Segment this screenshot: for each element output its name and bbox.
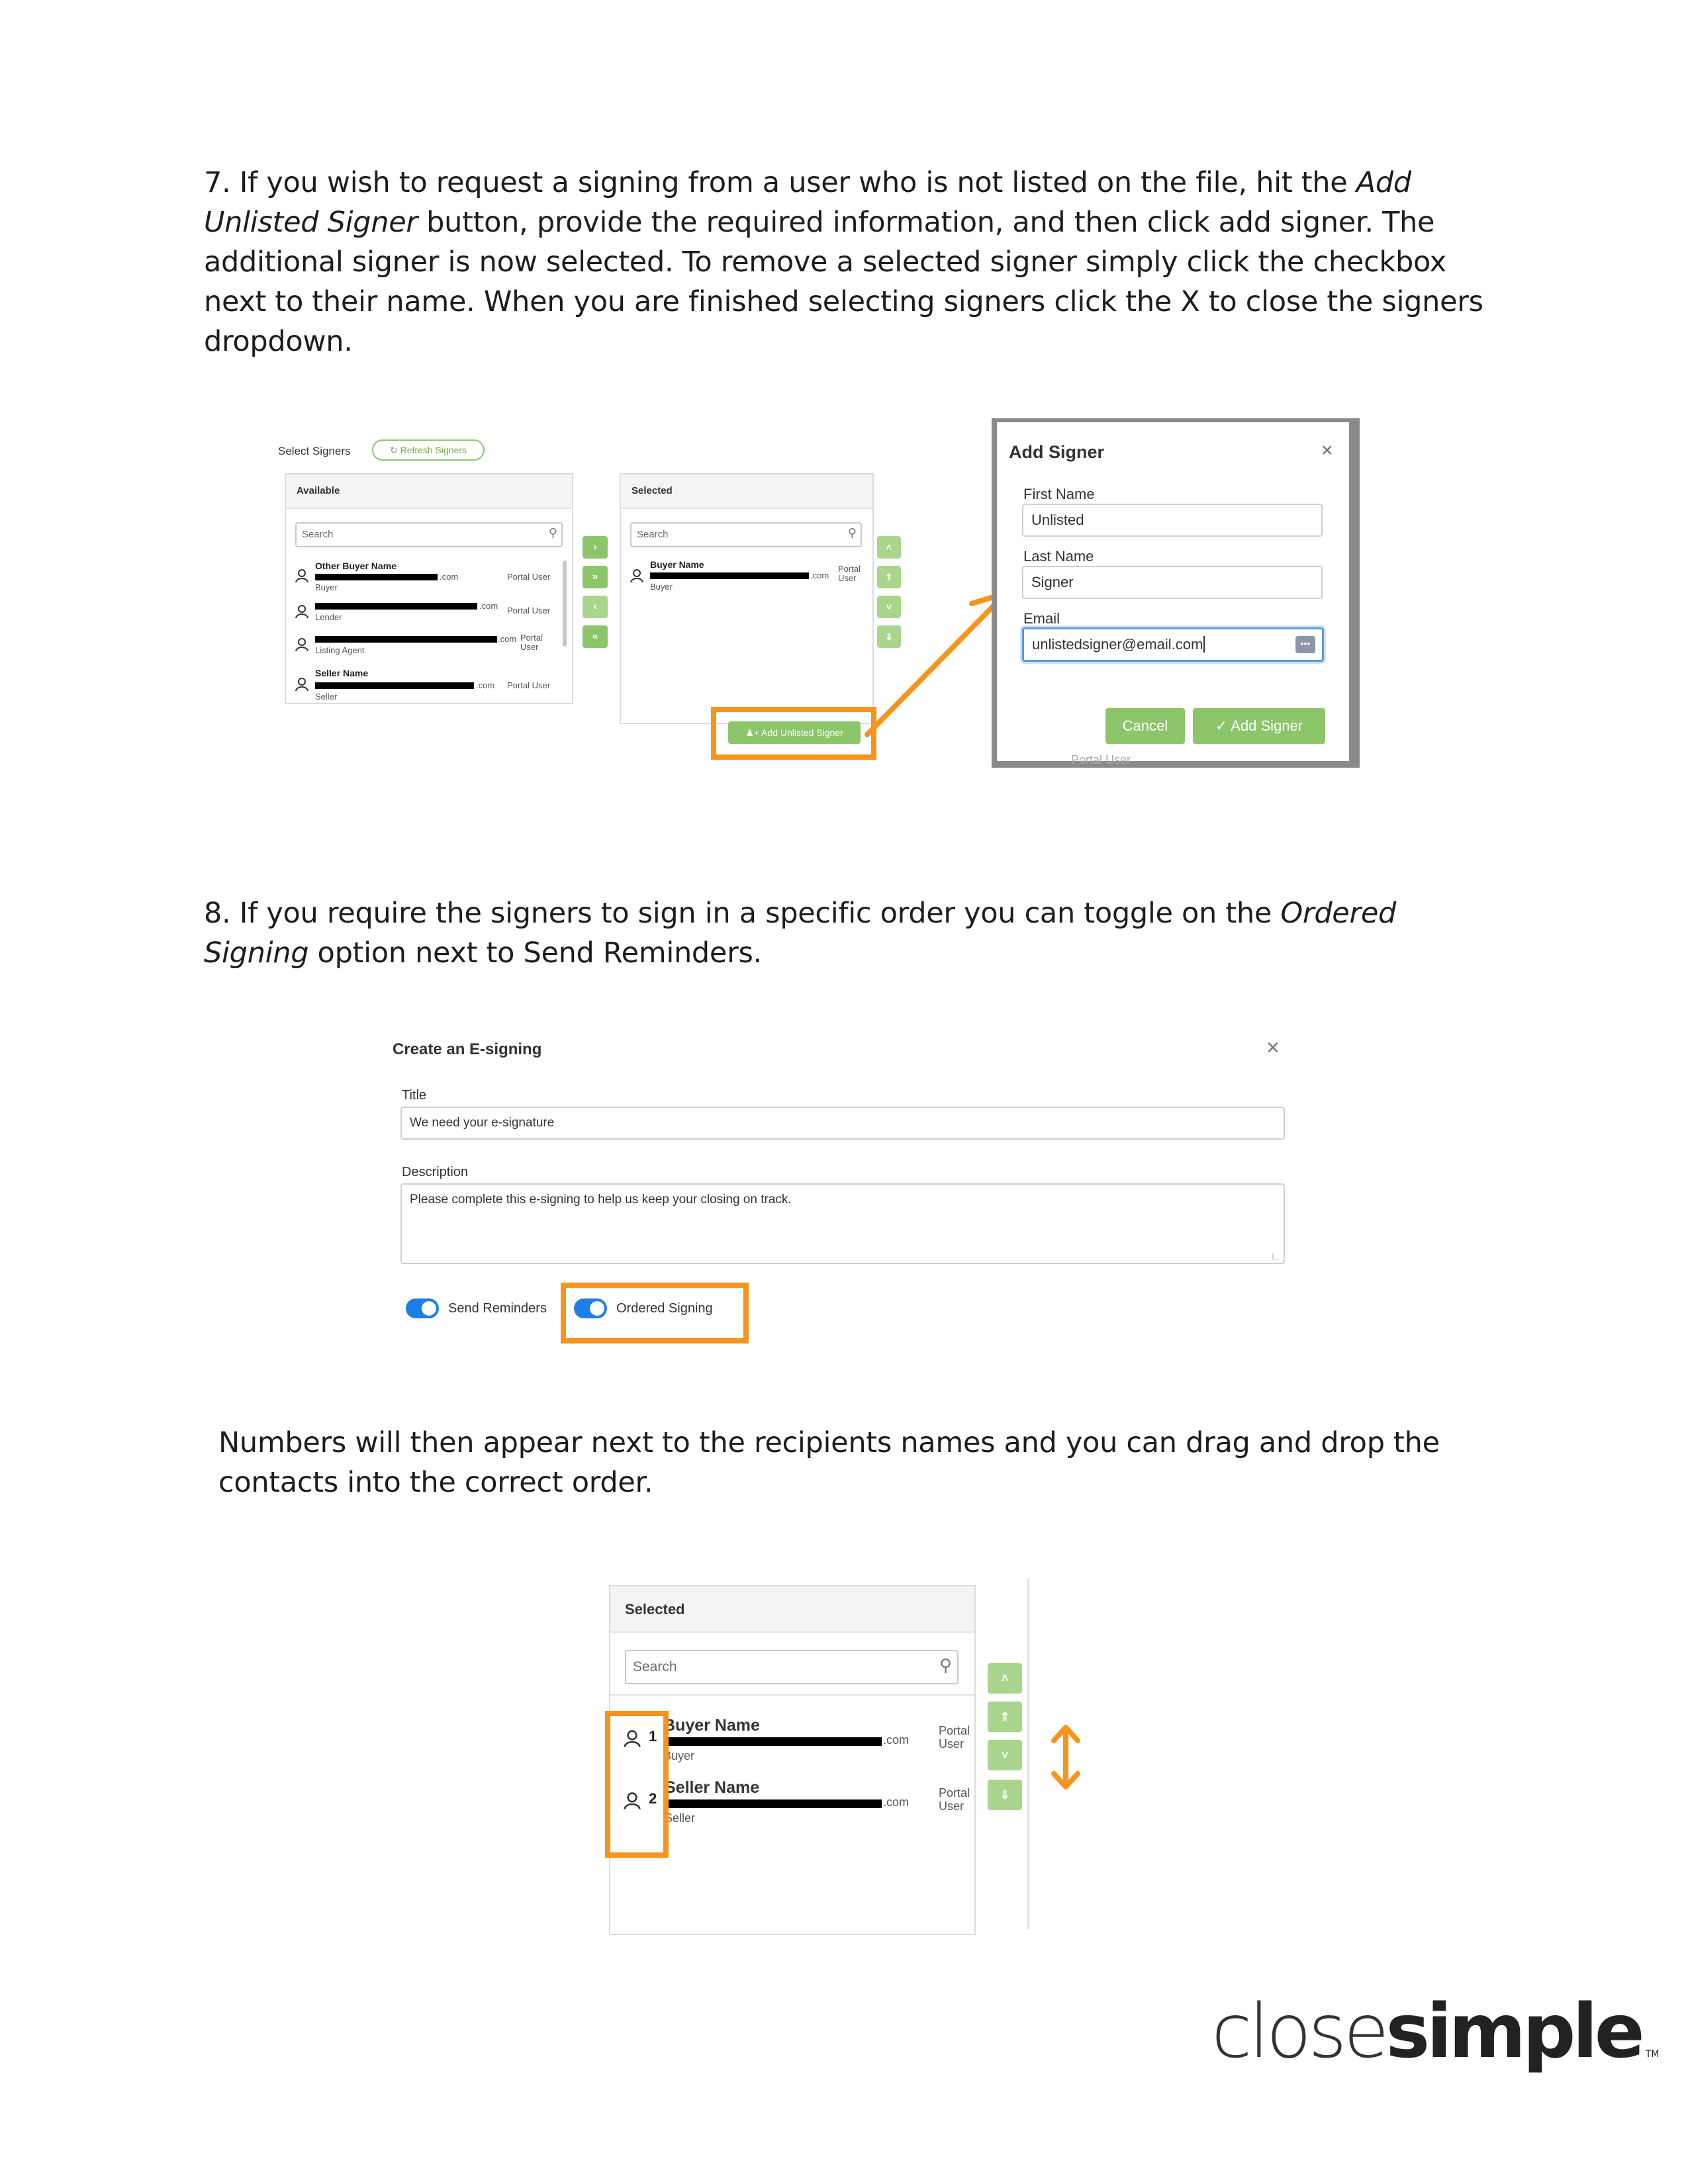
list-item[interactable]: Buyer Name .com Buyer Portal User	[630, 559, 862, 599]
selected-search-input[interactable]: Search ⚲	[625, 1650, 959, 1684]
resize-handle-icon[interactable]: ∟	[1270, 1251, 1281, 1262]
move-top-button[interactable]: ⇑	[988, 1702, 1022, 1732]
add-user-icon: ♟+	[745, 727, 759, 738]
add-signer-modal	[997, 422, 1349, 766]
selected-title: Selected	[632, 485, 673, 496]
closesimple-logo: closesimple TM	[1211, 1989, 1660, 2075]
selected-title: Selected	[625, 1601, 685, 1617]
search-icon: ⚲	[847, 526, 857, 539]
text-cursor	[1203, 636, 1205, 653]
step-8-instructions: 8. If you require the signers to sign in a specific order you can toggle on the Ordered Signing option next to Send Reminders.	[204, 897, 1396, 970]
redacted-email	[315, 682, 474, 689]
order-numbers-highlight	[605, 1711, 669, 1858]
email-label: Email	[1023, 610, 1060, 627]
move-up-button[interactable]: ˄	[988, 1663, 1022, 1694]
move-bottom-button[interactable]: ⇓	[877, 625, 901, 648]
numbers-instructions: Numbers will then appear next to the recipients names and you can drag and drop the contacts into the correct order.	[218, 1426, 1440, 1499]
first-name-label: First Name	[1023, 486, 1095, 502]
search-icon: ⚲	[548, 526, 557, 539]
move-left-button[interactable]: ‹	[583, 596, 608, 618]
redacted-email	[663, 1737, 882, 1746]
signers-screenshot	[271, 430, 893, 761]
selected-panel	[620, 473, 874, 724]
refresh-signers-button[interactable]: ↻ Refresh Signers	[372, 439, 485, 461]
send-reminders-label: Send Reminders	[448, 1301, 547, 1316]
cancel-button[interactable]: Cancel	[1105, 708, 1185, 744]
selected-search-input[interactable]: Search ⚲	[630, 522, 862, 547]
dialog-title: Create an E-signing	[393, 1040, 542, 1058]
list-item[interactable]: Other Buyer Name .com Buyer Portal User	[295, 561, 560, 598]
refresh-icon: ↻	[389, 445, 398, 455]
create-esigning-dialog	[387, 1032, 1294, 1350]
send-reminders-toggle[interactable]	[406, 1298, 439, 1318]
move-all-left-button[interactable]: «	[583, 625, 608, 648]
last-name-label: Last Name	[1023, 548, 1094, 565]
list-item[interactable]: 2 Seller Name .com Seller Portal User	[624, 1778, 968, 1831]
redacted-email	[315, 574, 438, 580]
redacted-email	[663, 1799, 882, 1808]
move-right-button[interactable]: ›	[583, 536, 608, 559]
add-unlisted-signer-emphasis: Add Unlisted Signer	[204, 166, 1411, 239]
list-item[interactable]: .com Listing Agent Portal User	[295, 633, 560, 665]
list-item[interactable]: 1 Buyer Name .com Buyer Portal User	[624, 1716, 968, 1769]
move-up-button[interactable]: ˄	[877, 536, 901, 559]
redacted-email	[315, 636, 497, 643]
drag-reorder-arrow-icon	[1046, 1721, 1086, 1794]
check-icon: ✓	[1215, 717, 1228, 734]
add-signer-button[interactable]: ✓ Add Signer	[1193, 708, 1325, 744]
ordered-signing-highlight	[561, 1283, 749, 1343]
move-bottom-button[interactable]: ⇓	[988, 1780, 1022, 1810]
divider	[610, 1694, 974, 1696]
available-scrollbar[interactable]	[563, 561, 567, 647]
description-label: Description	[402, 1165, 469, 1179]
modal-title: Add Signer	[1009, 442, 1105, 462]
step-7-instructions: 7. If you wish to request a signing from a user who is not listed on the file, hit the Add Unlisted Signer button, provide the required information, and then click add signer. The additional signer is now selected. To remove a selected signer simply click the checkbox next to their name. When you are finished selecting signers click the X to close the signers dropdown.	[204, 166, 1483, 358]
redacted-email	[650, 572, 809, 579]
ordered-signing-emphasis: Ordered Signing	[204, 897, 1396, 970]
person-icon	[295, 677, 308, 692]
person-icon	[295, 569, 308, 583]
person-icon	[630, 569, 643, 583]
order-number: 2	[649, 1790, 657, 1807]
available-panel	[285, 473, 573, 704]
autofill-icon[interactable]: •••	[1295, 636, 1315, 653]
list-item[interactable]: Seller Name .com Seller Portal User	[295, 668, 560, 701]
list-item[interactable]: .com Lender Portal User	[295, 600, 560, 632]
move-top-button[interactable]: ⇑	[877, 566, 901, 588]
last-name-field[interactable]: Signer	[1022, 566, 1323, 599]
ordered-selected-screenshot	[609, 1585, 1072, 1936]
email-field[interactable]: unlistedsigner@email.com •••	[1022, 627, 1324, 662]
move-all-right-button[interactable]: »	[583, 566, 608, 588]
select-signers-label: Select Signers	[278, 445, 351, 457]
add-unlisted-signer-button[interactable]: ♟+ Add Unlisted Signer	[728, 721, 861, 744]
close-icon[interactable]: ×	[1266, 1035, 1280, 1060]
selected-panel	[609, 1585, 976, 1935]
panel-divider	[1027, 1578, 1029, 1929]
add-signer-modal-frame	[992, 418, 1360, 768]
available-search-input[interactable]: Search ⚲	[295, 522, 563, 547]
search-icon: ⚲	[939, 1655, 952, 1675]
description-textarea[interactable]: Please complete this e-signing to help us keep your closing on track. ∟	[400, 1183, 1285, 1264]
first-name-field[interactable]: Unlisted	[1022, 504, 1323, 537]
person-icon	[295, 637, 308, 652]
title-input[interactable]: We need your e-signature	[400, 1107, 1285, 1140]
move-down-button[interactable]: ˅	[988, 1740, 1022, 1770]
title-label: Title	[402, 1088, 427, 1103]
add-unlisted-signer-highlight	[711, 707, 876, 760]
move-down-button[interactable]: ˅	[877, 596, 901, 618]
redacted-email	[315, 603, 477, 610]
available-title: Available	[297, 485, 340, 496]
order-number: 1	[649, 1728, 657, 1745]
person-icon	[295, 604, 308, 619]
close-icon[interactable]: ×	[1321, 439, 1333, 461]
background-portal-user-text: Portal User	[1071, 753, 1131, 766]
ordered-signing-label: Ordered Signing	[616, 1301, 713, 1316]
